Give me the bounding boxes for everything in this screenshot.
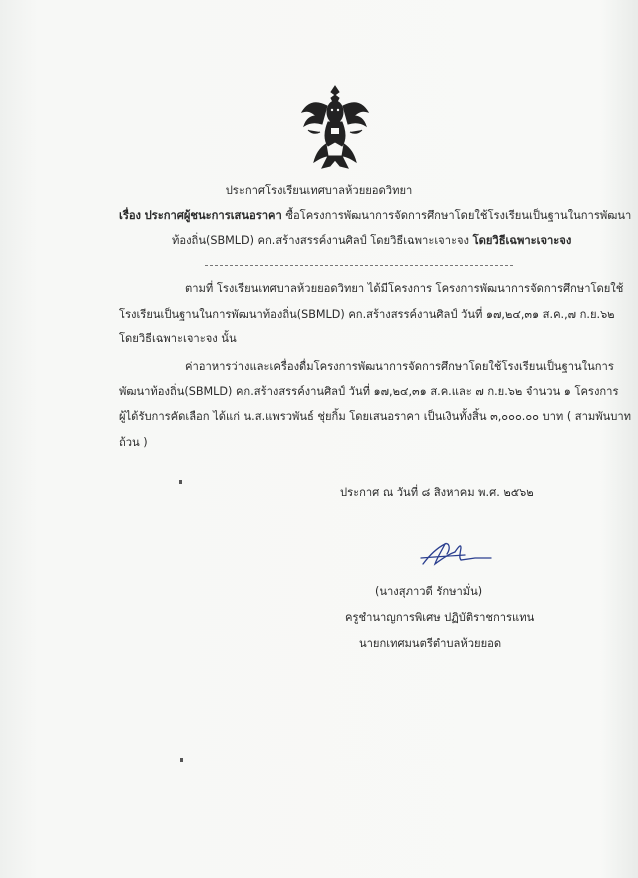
subject-heading: ประกาศผู้ชนะการเสนอราคา: [144, 209, 282, 222]
para2-line-1: ค่าอาหารว่างและเครื่องดื่มโครงการพัฒนาการจัดการศึกษาโดยใช้โรงเรียนเป็นฐานในการ: [185, 360, 614, 373]
signer-role: นายกเทศมนตรีตำบลห้วยยอด: [359, 637, 502, 650]
para1-line-1: ตามที่ โรงเรียนเทศบาลห้วยยอดวิทยา ได้มีโครงการ โครงการพัฒนาการจัดการศึกษาโดยใช้: [185, 282, 624, 295]
signature-icon: [415, 534, 495, 570]
subject-line-2: [172, 233, 571, 248]
scan-speck: [179, 480, 182, 484]
signer-position: ครูชำนาญการพิเศษ ปฏิบัติราชการแทน: [345, 611, 535, 624]
para2-line-3: ผู้ได้รับการคัดเลือก ได้แก่ น.ส.แพรวพันธ์ ชุ่ยกิ้ม โดยเสนอราคา เป็นเงินทั้งสิ้น ๓,๐๐๐.๐๐ บาท ( สามพันบาท: [119, 410, 632, 423]
document-title: ประกาศโรงเรียนเทศบาลห้วยยอดวิทยา: [225, 184, 413, 197]
para2-line-4: ถ้วน ): [119, 436, 148, 449]
subject-method: โดยวิธีเฉพาะเจาะจง: [472, 234, 572, 247]
subject-text-1: ซื้อโครงการพัฒนาการจัดการศึกษาโดยใช้โรงเรียนเป็นฐานในการพัฒนา: [281, 209, 632, 222]
para1-line-3: โดยวิธีเฉพาะเจาะจง นั้น: [119, 332, 237, 345]
subject-line-1: [119, 208, 631, 223]
subject-text-2: ท้องถิ่น(SBMLD) คก.สร้างสรรค์งานศิลป์ โดยวิธีเฉพาะเจาะจง: [172, 234, 473, 247]
garuda-emblem-icon: [298, 82, 372, 172]
para1-line-2: โรงเรียนเป็นฐานในการพัฒนาท้องถิ่น(SBMLD) คก.สร้างสรรค์งานศิลป์ วันที่ ๑๗,๒๔,๓๑ ส.ค.,๗ ก.ย.๖๒: [119, 308, 615, 321]
para2-line-2: พัฒนาท้องถิ่น(SBMLD) คก.สร้างสรรค์งานศิลป์ วันที่ ๑๗,๒๔,๓๑ ส.ค.และ ๗ ก.ย.๖๒ จำนวน ๑ โครงการ: [119, 385, 619, 398]
signer-name: (นางสุภาวดี รักษามั่น): [375, 585, 483, 598]
scan-speck: [180, 758, 183, 762]
divider-line: [205, 265, 513, 266]
announce-date: ประกาศ ณ วันที่ ๘ สิงหาคม พ.ศ. ๒๕๖๒: [340, 486, 534, 499]
subject-label: เรื่อง: [119, 209, 142, 222]
